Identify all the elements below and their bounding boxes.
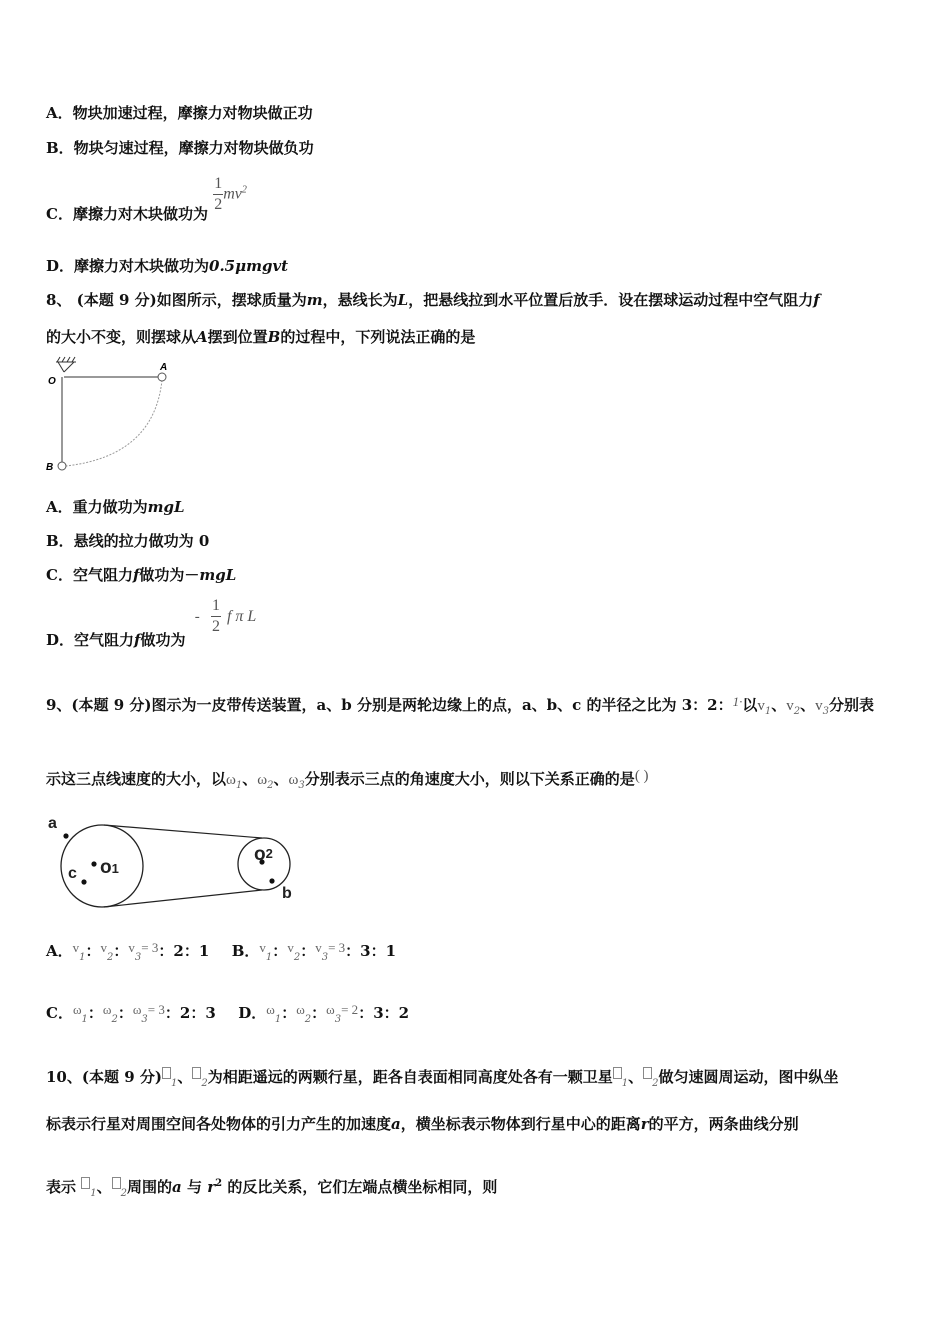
q8-option-c: C．空气阻力f做功为－mgL [46, 566, 237, 584]
q10-stem-line2: 标表示行星对周围空间各处物体的引力产生的加速度a，横坐标表示物体到行星中心的距离r的平方，两条曲线分别 [46, 1115, 799, 1133]
label-o: O [48, 376, 56, 387]
missing-symbol-icon [162, 1067, 171, 1079]
ball-a [158, 373, 166, 381]
label-b: B [46, 462, 54, 473]
arc-path [66, 380, 162, 466]
q10-stem-line1: 10、(本题 9 分) $_1$、 $_2$为相距遥远的两颗行星，距各自表面相同高度处各有一颗卫星 $_1$、 $_2$做匀速圆周运动，图中纵坐 [46, 1068, 839, 1089]
label-a: A [160, 362, 168, 373]
q7-option-c-fraction: $\frac{1}{2}$ [214, 175, 223, 213]
q9-stem-line2: 示这三点线速度的大小，以$\omega_1$、$\omega_2$、$\omega_3$分别表示三点的角速度大小，则以下关系正确的是( ) [46, 768, 649, 791]
belt-top [104, 825, 262, 838]
point-a [63, 833, 68, 838]
q8-option-d-fraction: $\frac{1}{2}$ [211, 597, 220, 635]
q8-option-d: D．空气阻力f做功为 - $\frac{1}{2}$ f π L [46, 597, 257, 649]
missing-symbol-icon [112, 1177, 121, 1189]
label-c: c [68, 865, 77, 882]
q8-stem-line1: 8、 (本题 9 分)如图所示，摆球质量为m，悬线长为L，把悬线拉到水平位置后放手．设在摆球运动过程中空气阻力f [46, 291, 820, 309]
missing-symbol-icon [81, 1177, 90, 1189]
q10-stem-line3: 表示 $_1$、 $_2$周围的a 与 $r^2$ 的反比关系，它们左端点横坐标相同，则 [46, 1178, 498, 1199]
q7-option-c: C．摩擦力对木块做功为 $\frac{1}{2}$ $mv^2$ [46, 175, 247, 223]
q9-belt-figure [44, 812, 304, 916]
q9-stem-line1: 9、(本题 9 分)图示为一皮带传送装置，a、b 分别是两轮边缘上的点，a、b、c 的半径之比为 3：2：1·以$v_1$、$v_2$、$v_3$分别表 [46, 694, 875, 717]
missing-symbol-icon [192, 1067, 201, 1079]
q7-option-d: D．摩擦力对木块做功为0.5μmgvt [46, 257, 289, 275]
point-b [269, 878, 274, 883]
ball-b [58, 462, 66, 470]
label-a: a [48, 815, 57, 832]
q7-option-a: A．物块加速过程，摩擦力对物块做正功 [46, 104, 313, 122]
missing-symbol-icon [613, 1067, 622, 1079]
q9-options-ab: A．$v_1$：$v_2$：$v_3= 3$：2：1 B．$v_1$：$v_2$：$v_3= 3$：3：1 [46, 940, 397, 963]
label-b: b [282, 885, 292, 902]
q7-option-b: B．物块匀速过程，摩擦力对物块做负功 [46, 139, 314, 157]
q8-option-a: A．重力做功为mgL [46, 498, 185, 516]
label-o2: o2 [254, 844, 273, 865]
pivot-hatch [56, 357, 76, 372]
q8-pendulum-figure [44, 356, 184, 478]
point-c [81, 879, 86, 884]
label-o1: o1 [100, 857, 119, 878]
q8-option-b: B．悬线的拉力做功为 0 [46, 532, 210, 550]
missing-symbol-icon [643, 1067, 652, 1079]
point-o1 [91, 861, 96, 866]
q9-options-cd: C．$\omega_1$：$\omega_2$：$\omega_3= 3$：2：3 D．$\omega_1$：$\omega_2$：$\omega_3= 2$：3：2 [46, 1002, 410, 1025]
q8-stem-line2: 的大小不变，则摆球从A摆到位置B的过程中，下列说法正确的是 [46, 328, 476, 346]
